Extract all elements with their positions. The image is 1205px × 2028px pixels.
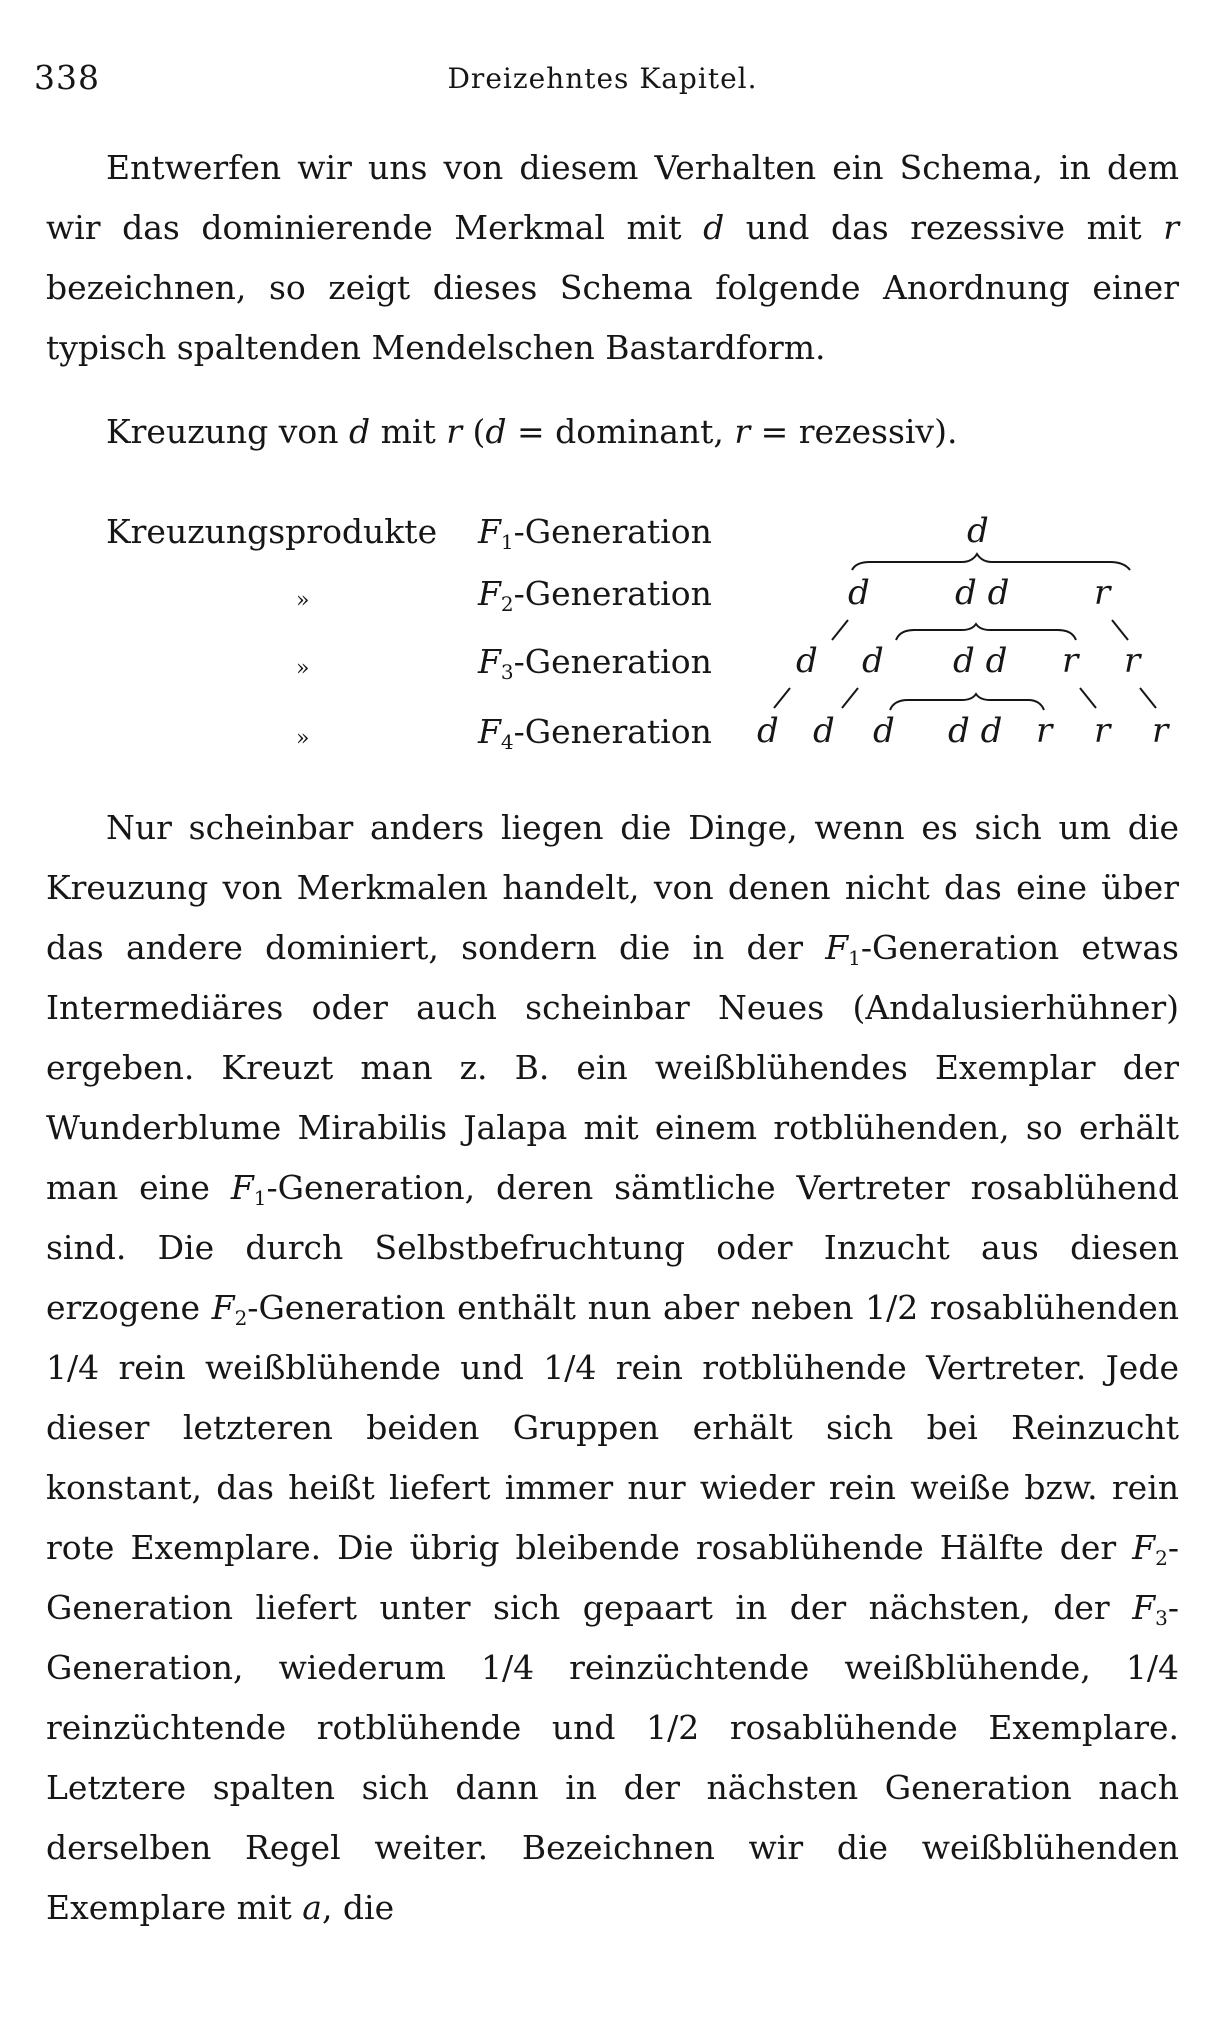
subscript: 3 (1155, 1606, 1168, 1630)
text-run: reinzüchtende rotblühende und (46, 1708, 647, 1747)
text-run: -Generation (513, 512, 712, 551)
text-run: rosablühende Exemplare. Letztere spalten sich dann in der nächsten Generation nach derselben Regel weiter. Bezeichnen wir die weißblühenden Exemplare mit (46, 1708, 1179, 1927)
f2-r: r (1094, 573, 1111, 613)
f1-d: d (967, 511, 989, 551)
text-run: -Generation liefert unter sich gepaart in der nächsten, der (46, 1528, 1179, 1627)
text-run: = dominant, (506, 412, 735, 451)
running-head: Dreizehntes Kapitel. (447, 62, 758, 95)
text-run: Kreuzung von (106, 412, 349, 451)
branch-line (1112, 620, 1128, 640)
symbol-f: F (478, 574, 501, 613)
symbol-f: F (478, 642, 501, 681)
f3-r2: r (1124, 641, 1141, 681)
text-run: -Generation etwas Intermediäres oder auch scheinbar Neues (Andalusierhühner) ergeben. Kreuzt man z. B. ein weißblühendes Exemplar der Wunderblume Mirabilis Jalapa mit einem rotblühenden, so erhält man eine (46, 928, 1179, 1207)
f4-r1: r (1036, 711, 1053, 751)
fraction: 1/2 (865, 1288, 919, 1327)
text-run: rein rotblühende Vertreter. Jede dieser letzteren beiden Gruppen erhält sich bei Reinzucht konstant, das heißt liefert immer nur wieder rein weiße bzw. rein rote Exemplare. Die übrig bleibende rosablühende Hälfte der (46, 1348, 1179, 1567)
text-run: und das rezessive mit (724, 208, 1164, 247)
subscript: 1 (253, 1186, 267, 1210)
scheme-label: Kreuzungsprodukte (106, 512, 438, 551)
subscript: 2 (234, 1306, 248, 1330)
subscript: 2 (1155, 1546, 1168, 1570)
symbol-f: F (478, 712, 501, 751)
text-run: -Generation (513, 574, 712, 613)
brace-f2 (896, 624, 1076, 640)
text-run: bezeichnen, so zeigt dieses Schema folgende Anordnung einer typisch spaltenden Mendelschen Bastardform. (46, 268, 1179, 367)
symbol-f: F (825, 928, 849, 967)
f4-d3: d (873, 711, 895, 751)
text-run: ( (461, 412, 486, 451)
subscript: 1 (848, 946, 861, 970)
f4-d1: d (757, 711, 779, 751)
f3-d2: d (862, 641, 884, 681)
branch-line (1140, 688, 1156, 708)
fraction: 1/4 (1125, 1648, 1179, 1687)
fraction: 1/4 (480, 1648, 535, 1687)
ditto-mark: » (296, 656, 310, 681)
text-run: rosablühenden (918, 1288, 1180, 1327)
text-run: -Generation (513, 642, 712, 681)
text-run: -Generation, deren sämtliche Vertreter rosablühend sind. Die durch Selbstbefruchtung oder Inzucht aus diesen erzogene (46, 1168, 1179, 1327)
subscript: 4 (500, 730, 514, 754)
symbol-d: d (485, 412, 507, 451)
f2-dd: d d (955, 573, 1010, 613)
text-run: reinzüchtende weißblühende, (534, 1648, 1126, 1687)
symbol-f: F (1132, 1588, 1156, 1627)
f4-dd: d d (948, 711, 1003, 751)
subscript: 3 (500, 660, 514, 684)
branch-line (1080, 688, 1096, 708)
inheritance-diagram (0, 0, 1205, 800)
branch-line (842, 688, 858, 708)
text-run: -Generation enthält nun aber neben (247, 1288, 866, 1327)
f3-dd: d d (953, 641, 1008, 681)
paragraph-intermediate-inheritance (46, 798, 1179, 1938)
fraction: 1/4 (46, 1348, 100, 1387)
subscript: 2 (500, 592, 514, 616)
f4-d2: d (813, 711, 835, 751)
fraction: 1/2 (646, 1708, 700, 1747)
f3-d1: d (796, 641, 818, 681)
f4-r3: r (1152, 711, 1169, 751)
text-run: -Generation (513, 712, 712, 751)
f4-r2: r (1094, 711, 1111, 751)
f2-d: d (848, 573, 870, 613)
ditto-mark: » (296, 726, 310, 751)
fraction: 1/4 (543, 1348, 597, 1387)
symbol-a: a (302, 1888, 322, 1927)
text-run: Nur scheinbar anders liegen die Dinge, wenn es sich um die Kreuzung von Merkmalen handelt, von denen nicht das eine über das andere dominiert, sondern die in der (46, 808, 1179, 967)
symbol-f: F (211, 1288, 235, 1327)
text-run: mit (370, 412, 447, 451)
symbol-r: r (734, 412, 751, 451)
f3-r1: r (1062, 641, 1079, 681)
brace-f3 (890, 694, 1044, 710)
text-run: Entwerfen wir uns von diesem Verhalten ein Schema, in dem wir das dominierende Merkmal mit (46, 148, 1179, 247)
brace-f1 (852, 554, 1130, 570)
text-run: , die (321, 1888, 395, 1927)
symbol-r: r (1163, 208, 1179, 247)
text-run: rein weißblühende und (99, 1348, 544, 1387)
text-run: -Generation, wiederum (46, 1588, 1179, 1687)
text-run: = rezessiv). (750, 412, 958, 451)
branch-line (832, 620, 848, 640)
subscript: 1 (500, 530, 514, 554)
symbol-d: d (703, 208, 725, 247)
symbol-f: F (1132, 1528, 1156, 1567)
symbol-f: F (230, 1168, 254, 1207)
symbol-f: F (478, 512, 501, 551)
ditto-mark: » (296, 588, 310, 613)
page-number: 338 (34, 58, 100, 97)
branch-line (774, 688, 790, 708)
symbol-r: r (446, 412, 462, 451)
symbol-d: d (348, 412, 371, 451)
